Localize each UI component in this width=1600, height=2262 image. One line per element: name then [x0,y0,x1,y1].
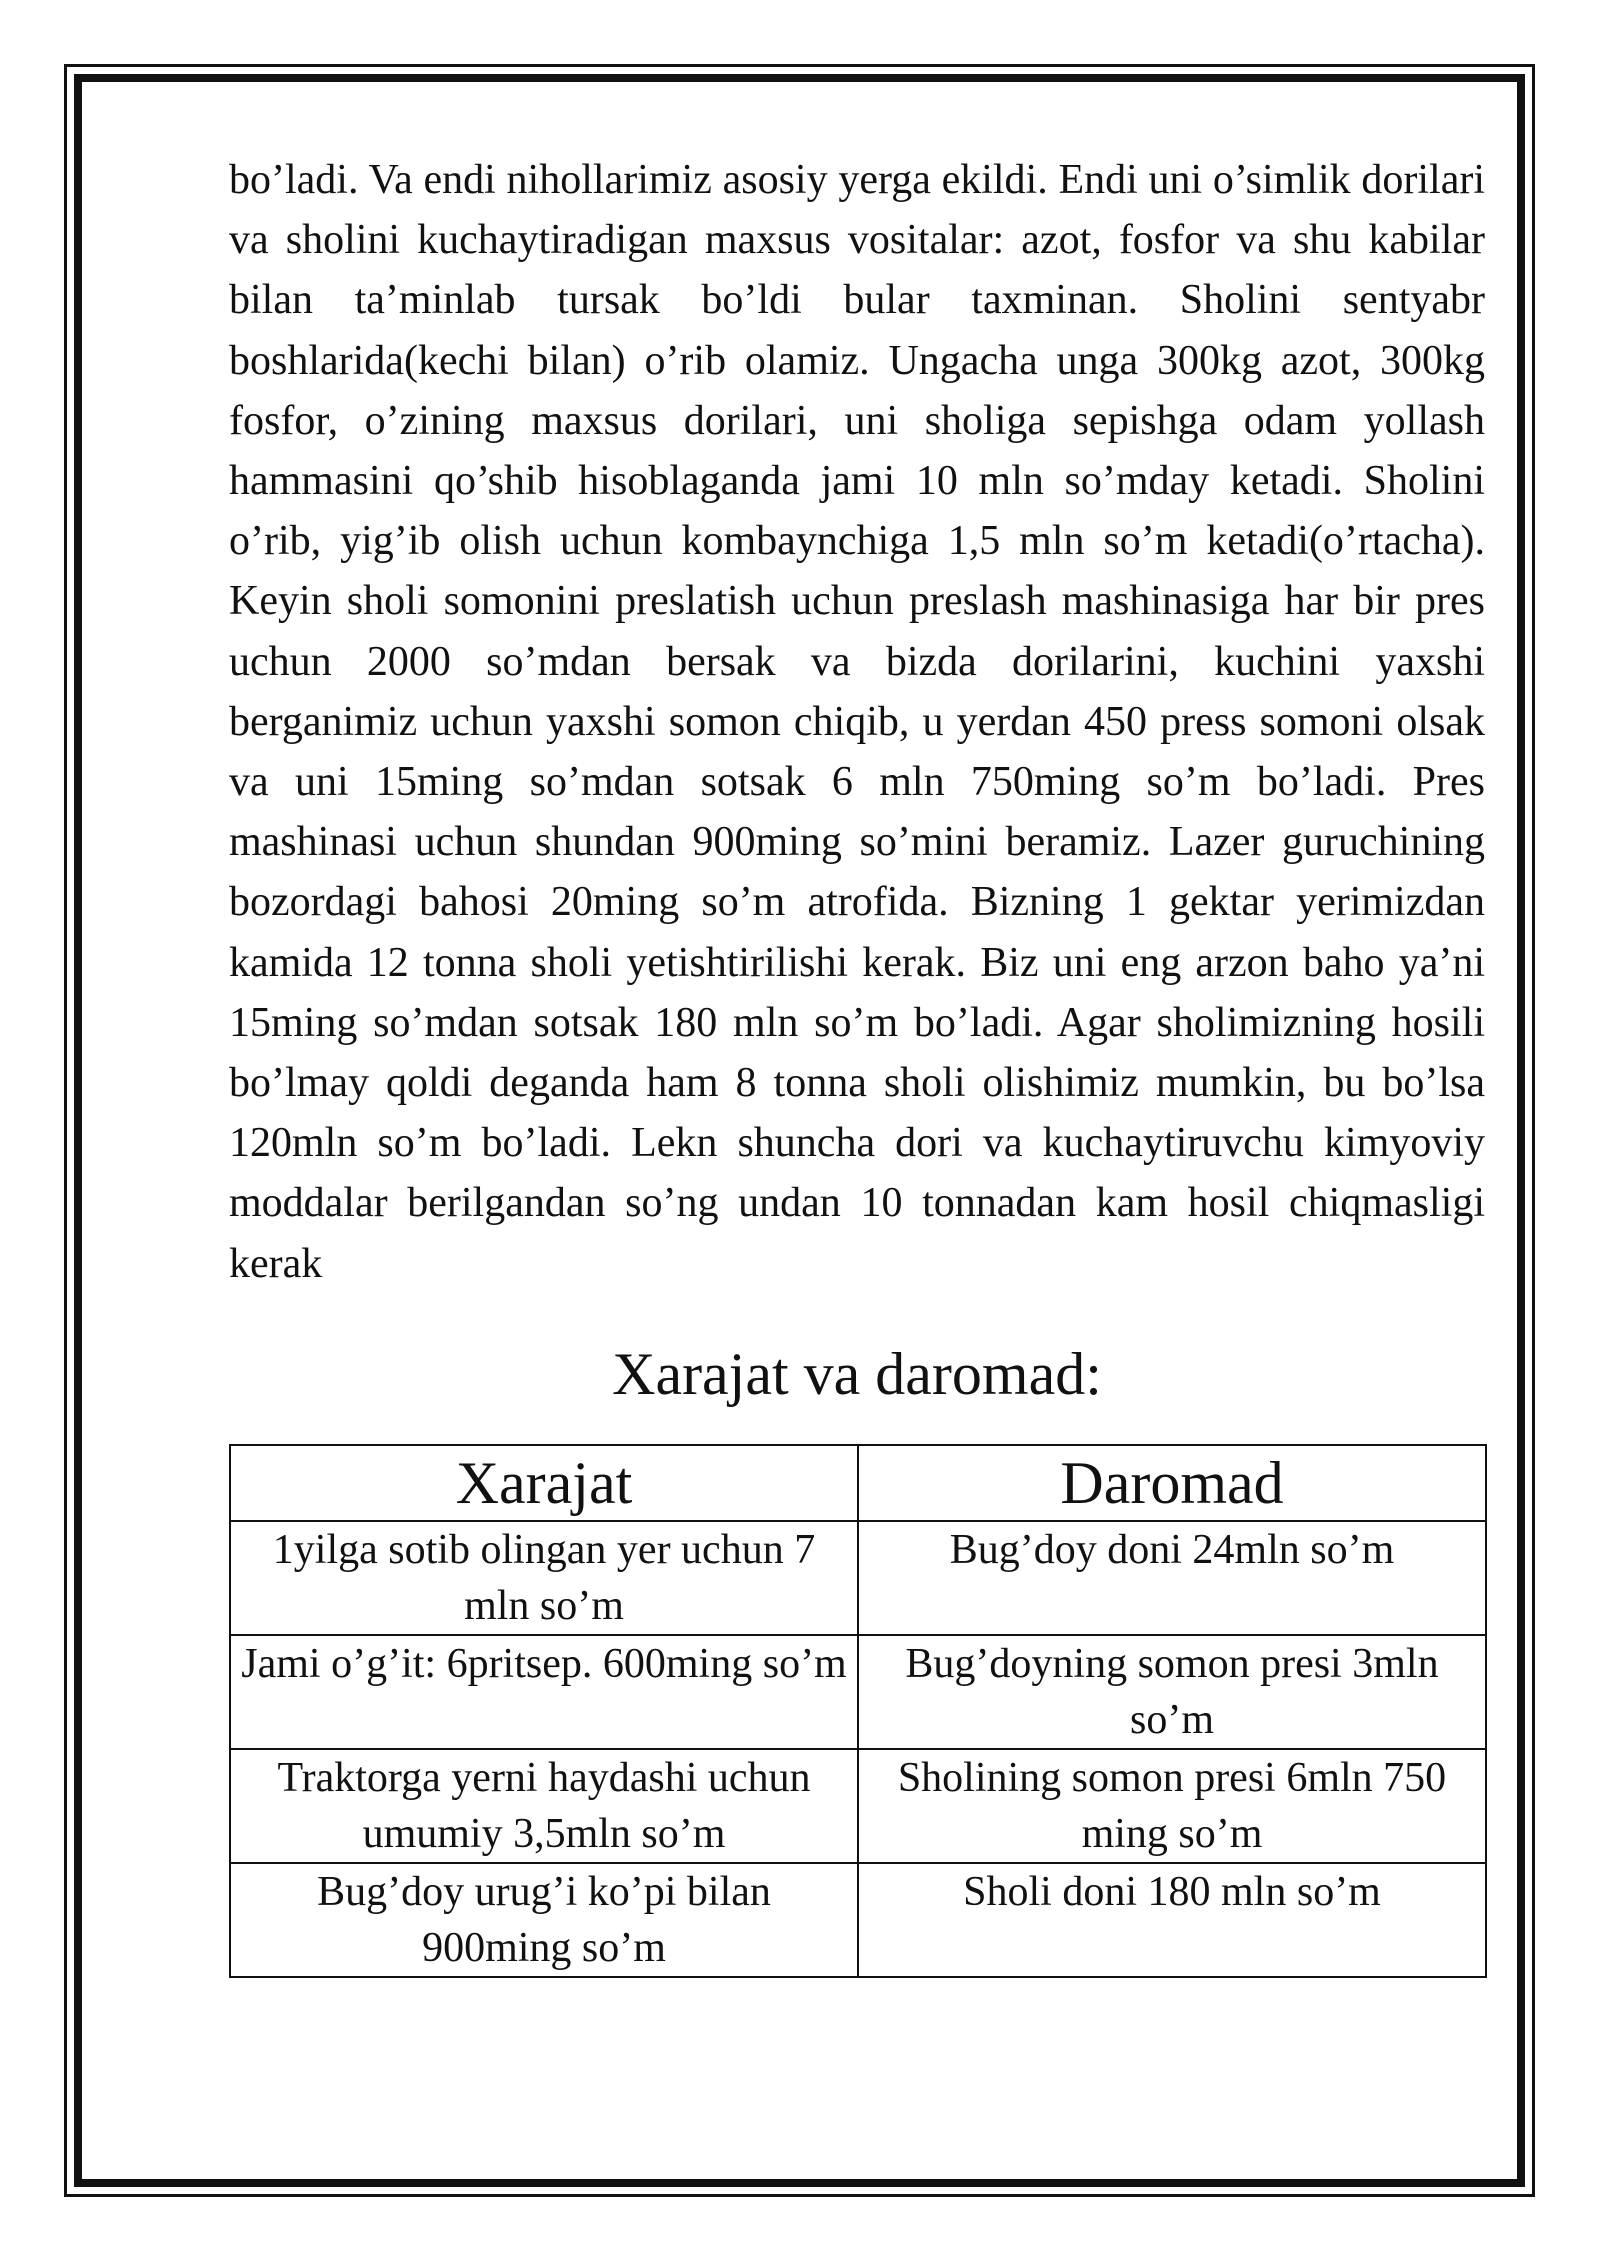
body-paragraph: bo’ladi. Va endi nihollarimiz asosiy yerga ekildi. Endi uni o’simlik dorilari va sholini kuchaytiradigan maxsus vositalar: azot, fosfor va shu kabilar bilan ta’minlab tursak bo’ldi bular taxminan. Sholini sentyabr boshlarida(kechi bilan) o’rib olamiz. Ungacha unga 300kg azot, 300kg fosfor, o’zining maxsus dorilari, uni sholiga sepishga odam yollash hammasini qo’shib hisoblaganda jami 10 mln so’mday ketadi. Sholini o’rib, yig’ib olish uchun kombaynchiga 1,5 mln so’m ketadi(o’rtacha). Keyin sholi somonini preslatish uchun preslash mashinasiga har bir pres uchun 2000 so’mdan bersak va bizda dorilarini, kuchini yaxshi berganimiz uchun yaxshi somon chiqib, u yerdan 450 press somoni olsak va uni 15ming so’mdan sotsak 6 mln 750ming so’m bo’ladi. Pres mashinasi uchun shundan 900ming so’mini beramiz. Lazer guruchining bozordagi bahosi 20ming so’m atrofida. Bizning 1 gektar yerimizdan kamida 12 tonna sholi yetishtirilishi kerak. Biz uni eng arzon baho ya’ni 15ming so’mdan sotsak 180 mln so’m bo’ladi. Agar sholimizning hosili bo’lmay qoldi deganda ham 8 tonna sholi olishimiz mumkin, bu bo’lsa 120mln so’m bo’ladi. Lekn shuncha dori va kuchaytiruvchu kimyoviy moddalar berilgandan so’ng undan 10 tonnadan kam hosil chiqmasligi kerak [229,157,1485,1287]
table-header-income: Daromad [858,1445,1486,1521]
table-row [230,1521,1486,1635]
table-row [230,1749,1486,1863]
expense-cell: Jami o’g’it: 6pritsep. 600ming so’m [230,1635,858,1749]
section-title: Xarajat va daromad: [612,1340,1102,1407]
expense-income-table [229,1444,1487,1978]
page-content [229,150,1485,1978]
income-cell: Sholining somon presi 6mln 750 ming so’m [858,1749,1486,1863]
table-header-row [230,1445,1486,1521]
table-row [230,1863,1486,1977]
table-row [230,1635,1486,1749]
income-cell: Sholi doni 180 mln so’m [858,1863,1486,1977]
expense-cell: Traktorga yerni haydashi uchun umumiy 3,5mln so’m [230,1749,858,1863]
income-cell: Bug’doy doni 24mln so’m [858,1521,1486,1635]
expense-cell: Bug’doy urug’i ko’pi bilan 900ming so’m [230,1863,858,1977]
income-cell: Bug’doyning somon presi 3mln so’m [858,1635,1486,1749]
expense-cell: 1yilga sotib olingan yer uchun 7 mln so’m [230,1521,858,1635]
table-header-expense: Xarajat [230,1445,858,1521]
